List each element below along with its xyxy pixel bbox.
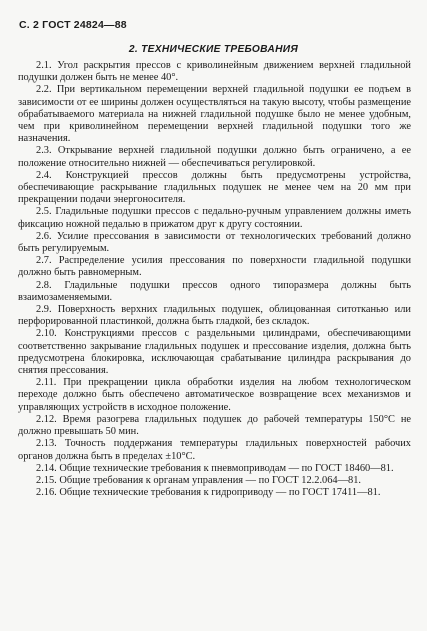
paragraph-2-10: 2.10. Конструкциями прессов с раздельными цилиндрами, обеспечивающими соответственно закрывание гладильных подушек и прессование изделия, должна быть предусмотрена блокировка, исключающая срабатывание цилиндра раскрывания до снятия прессования. bbox=[18, 328, 411, 377]
paragraph-2-1: 2.1. Угол раскрытия прессов с криволинейным движением верхней гладильной подушки должен быть не менее 40°. bbox=[18, 60, 411, 84]
paragraph-2-15: 2.15. Общие требования к органам управления — по ГОСТ 12.2.064—81. bbox=[36, 474, 362, 486]
document-body bbox=[18, 60, 411, 499]
paragraph-2-6: 2.6. Усилие прессования в зависимости от технологических требований должно быть регулируемым. bbox=[18, 230, 411, 255]
section-title: 2. ТЕХНИЧЕСКИЕ ТРЕБОВАНИЯ bbox=[128, 44, 299, 55]
paragraph-2-5: 2.5. Гладильные подушки прессов с педально-ручным управлением должны иметь фиксацию ножной педалью в прижатом друг к другу состоянии. bbox=[18, 206, 411, 230]
paragraph-2-11: 2.11. При прекращении цикла обработки изделия на любом технологическом переходе должно быть обеспечено автоматическое возвращение всех механизмов и управляющих устройств в исходное положение. bbox=[18, 377, 411, 413]
paragraph-2-16: 2.16. Общие технические требования к гидроприводу — по ГОСТ 17411—81. bbox=[36, 487, 381, 499]
paragraph-2-2: 2.2. При вертикальном перемещении верхней гладильной подушки ее подъем в зависимости от ее ширины должен осуществляться на такую высоту, чтобы размещение обрабатываемого материала на нижней гладильной подушке было не менее удобным, чем при криволинейном перемещении верхней гладильной подушки того же назначения. bbox=[18, 84, 411, 145]
paragraph-2-14: 2.14. Общие технические требования к пневмоприводам — по ГОСТ 18460—81. bbox=[36, 462, 394, 474]
page-header: С. 2 ГОСТ 24824—88 bbox=[19, 19, 127, 31]
paragraph-2-9: 2.9. Поверхность верхних гладильных подушек, облицованная ситотканью или перфорированной пластинкой, должна быть гладкой, без складок. bbox=[18, 304, 411, 328]
paragraph-2-8: 2.8. Гладильные подушки прессов одного типоразмера должны быть взаимозаменяемыми. bbox=[18, 279, 411, 303]
paragraph-2-7: 2.7. Распределение усилия прессования по поверхности гладильной подушки должно быть равномерным. bbox=[18, 255, 411, 279]
paragraph-2-4: 2.4. Конструкцией прессов должны быть предусмотрены устройства, обеспечивающие раскрывание гладильных подушек не менее чем на 20 мм при прекращении подачи энергоносителя. bbox=[18, 169, 411, 206]
paragraph-2-3: 2.3. Открывание верхней гладильной подушки должно быть ограничено, а ее положение относительно нижней — обеспечиваться регулировкой. bbox=[18, 145, 411, 169]
paragraph-2-12: 2.12. Время разогрева гладильных подушек до рабочей температуры 150°С не должно превышать 50 мин. bbox=[18, 413, 411, 438]
paragraph-2-13: 2.13. Точность поддержания температуры гладильных поверхностей рабочих органов должна быть в пределах ±10°С. bbox=[18, 438, 411, 462]
